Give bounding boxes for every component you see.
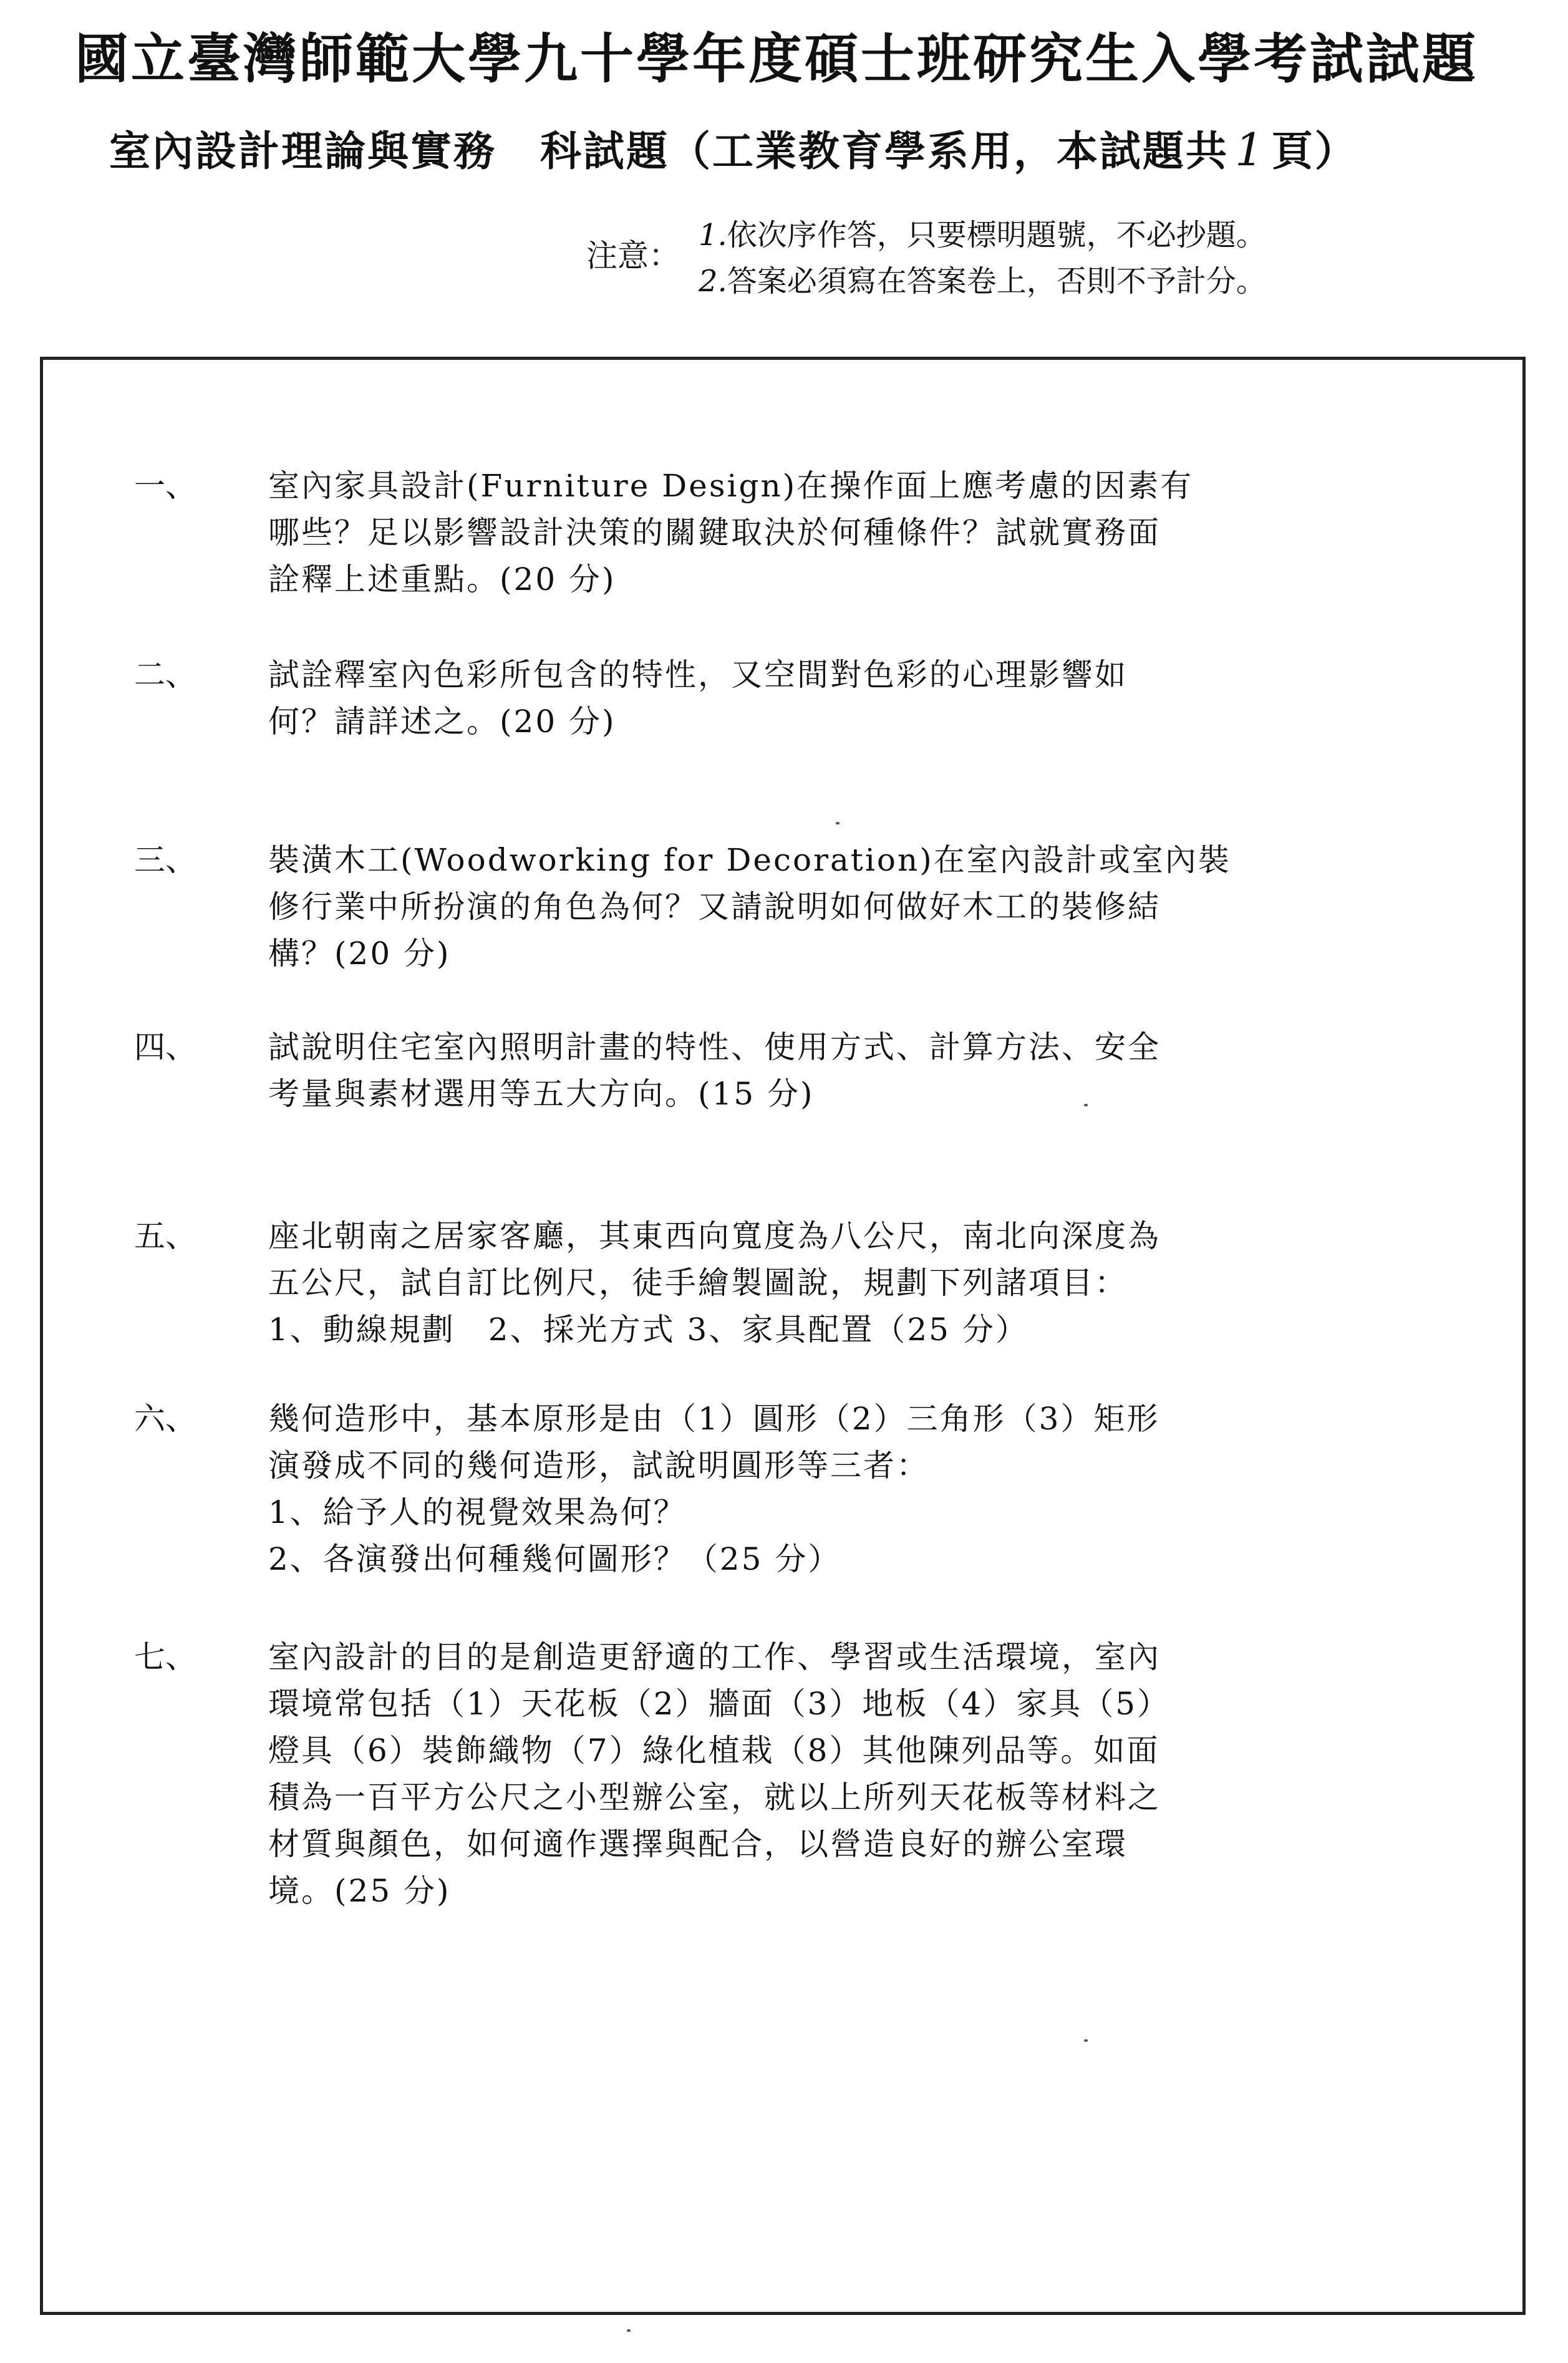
question-body <box>268 1396 1410 1583</box>
question-line: 詮釋上述重點。(20 分) <box>268 561 616 597</box>
question-body <box>268 1634 1410 1915</box>
question-number: 五、 <box>134 1218 196 1254</box>
question-number: 二、 <box>134 657 196 693</box>
notice-label: 注意： <box>586 238 680 274</box>
page-count: 1 <box>1235 123 1266 176</box>
notice-item <box>699 258 1266 304</box>
question-body <box>268 837 1410 977</box>
scan-speck <box>1084 2039 1088 2042</box>
question-line: 演發成不同的幾何造形，試說明圓形等三者： <box>268 1447 929 1484</box>
question-line: 材質與顏色，如何適作選擇與配合，以營造良好的辦公室環 <box>268 1826 1128 1862</box>
question-line: 燈具（6）裝飾織物（7）綠化植栽（8）其他陳列品等。如面 <box>268 1732 1160 1769</box>
question-number: 四、 <box>134 1029 196 1065</box>
exam-title: 國立臺灣師範大學九十學年度碩士班研究生入學考試試題 <box>75 27 1478 90</box>
scan-speck <box>1084 1104 1088 1106</box>
question-number: 一、 <box>134 468 196 504</box>
question-line: 室內家具設計(Furniture Design)在操作面上應考慮的因素有 <box>268 468 1194 504</box>
question-number: 七、 <box>134 1639 196 1675</box>
subject-name: 室內設計理論與實務 <box>109 127 496 175</box>
exam-subtitle <box>109 122 1512 179</box>
question-line: 2、各演發出何種幾何圖形？（25 分） <box>268 1541 841 1577</box>
question-body <box>268 652 1410 745</box>
question-body <box>268 463 1410 603</box>
scan-speck <box>627 2329 631 2332</box>
scan-speck <box>836 822 840 824</box>
question-line: 幾何造形中，基本原形是由（1）圓形（2）三角形（3）矩形 <box>268 1401 1160 1437</box>
question-line: 室內設計的目的是創造更舒適的工作、學習或生活環境，室內 <box>268 1639 1161 1675</box>
question-line: 試說明住宅室內照明計畫的特性、使用方式、計算方法、安全 <box>268 1029 1161 1065</box>
question-line: 裝潢木工(Woodworking for Decoration)在室內設計或室內裝 <box>268 842 1231 878</box>
question-line: 五公尺，試自訂比例尺，徒手繪製圖說，規劃下列諸項目： <box>268 1265 1128 1301</box>
notice-items <box>699 212 1266 304</box>
question-line: 考量與素材選用等五大方向。(15 分) <box>268 1076 815 1112</box>
question-number: 三、 <box>134 842 196 878</box>
question-line: 何？請詳述之。(20 分) <box>268 703 616 740</box>
question-line: 試詮釋室內色彩所包含的特性，又空間對色彩的心理影響如 <box>268 657 1128 693</box>
question-line: 境。(25 分) <box>268 1873 451 1909</box>
notice-item-number: 2. <box>699 264 727 299</box>
question-line: 積為一百平方公尺之小型辦公室，就以上所列天花板等材料之 <box>268 1779 1161 1815</box>
question-body <box>268 1213 1410 1353</box>
notice-item-text: 依次序作答，只要標明題號，不必抄題。 <box>727 218 1266 253</box>
question-number: 六、 <box>134 1401 196 1437</box>
notice-item-number: 1. <box>699 218 727 253</box>
question-line: 構？(20 分) <box>268 935 451 972</box>
question-line: 1、給予人的視覺效果為何？ <box>268 1494 687 1530</box>
notice-item <box>699 212 1266 258</box>
question-line: 環境常包括（1）天花板（2）牆面（3）地板（4）家具（5） <box>268 1686 1171 1722</box>
question-line: 哪些？足以影響設計決策的關鍵取決於何種條件？試就實務面 <box>268 515 1161 551</box>
notice-item-text: 答案必須寫在答案卷上，否則不予計分。 <box>727 264 1266 299</box>
question-line: 座北朝南之居家客廳，其東西向寬度為八公尺，南北向深度為 <box>268 1218 1161 1254</box>
subtitle-text: 科試題（工業教育學系用，本試題共 <box>540 127 1229 175</box>
question-line: 1、動線規劃 2、採光方式 3、家具配置（25 分） <box>268 1312 1028 1348</box>
question-body <box>268 1024 1410 1118</box>
question-line: 修行業中所扮演的角色為何？又請說明如何做好木工的裝修結 <box>268 889 1161 925</box>
subtitle-end: 頁） <box>1271 127 1358 175</box>
notice-block <box>586 212 1459 312</box>
